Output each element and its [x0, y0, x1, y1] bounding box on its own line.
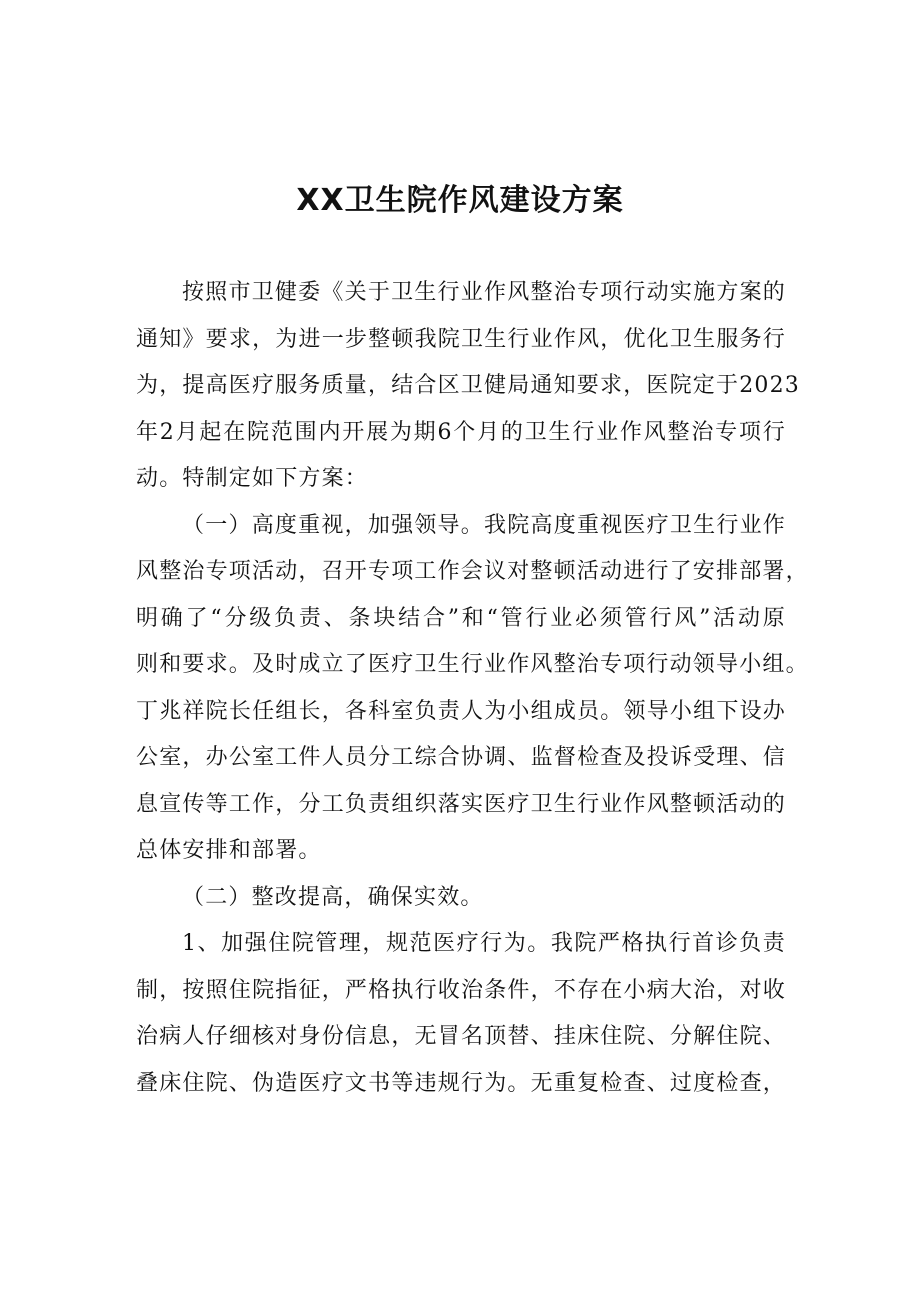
section-one-line-8: 总体安排和部署。 [136, 838, 322, 863]
section-two-heading: （二）整改提高，确保实效。 [182, 884, 484, 910]
paragraph-intro-line-1: 按照市卫健委《关于卫生行业作风整治专项行动实施方案的 [182, 280, 786, 305]
paragraph-intro-line-5: 动。特制定如下方案： [136, 466, 369, 491]
item-one-line-3: 治病人仔细核对身份信息，无冒名顶替、挂床住院、分解住院、 [136, 1024, 786, 1049]
section-one-line-1: （一）高度重视，加强领导。我院高度重视医疗卫生行业作 [182, 512, 786, 538]
document-body [136, 270, 809, 1107]
paragraph-intro-line-2: 通知》要求，为进一步整顿我院卫生行业作风，优化卫生服务行 [136, 326, 786, 352]
item-one-line-4: 叠床住院、伪造医疗文书等违规行为。无重复检查、过度检查， [136, 1070, 786, 1096]
section-one-line-2: 风整治专项活动，召开专项工作会议对整顿活动进行了安排部署， [136, 559, 809, 584]
section-one-line-6: 公室，办公室工件人员分工综合协调、监督检查及投诉受理、信 [136, 745, 786, 770]
paragraph-intro-line-3: 为，提高医疗服务质量，结合区卫健局通知要求，医院定于2023 [136, 373, 800, 398]
section-one-line-3: 明确了“分级负责、条块结合”和“管行业必须管行风”活动原 [136, 605, 786, 631]
section-one-line-4: 则和要求。及时成立了医疗卫生行业作风整治专项行动领导小组。 [136, 652, 809, 677]
item-one-line-2: 制，按照住院指征，严格执行收治条件，不存在小病大治，对收 [136, 977, 786, 1003]
section-one-line-7: 息宣传等工作，分工负责组织落实医疗卫生行业作风整顿活动的 [136, 791, 786, 817]
paragraph-intro-line-4: 年2月起在院范围内开展为期6个月的卫生行业作风整治专项行 [136, 419, 786, 445]
item-one-line-1: 1、加强住院管理，规范医疗行为。我院严格执行首诊负责 [182, 931, 786, 956]
section-one-line-5: 丁兆祥院长任组长，各科室负责人为小组成员。领导小组下设办 [136, 698, 786, 724]
document-title: XX卫生院作风建设方案 [296, 183, 624, 218]
